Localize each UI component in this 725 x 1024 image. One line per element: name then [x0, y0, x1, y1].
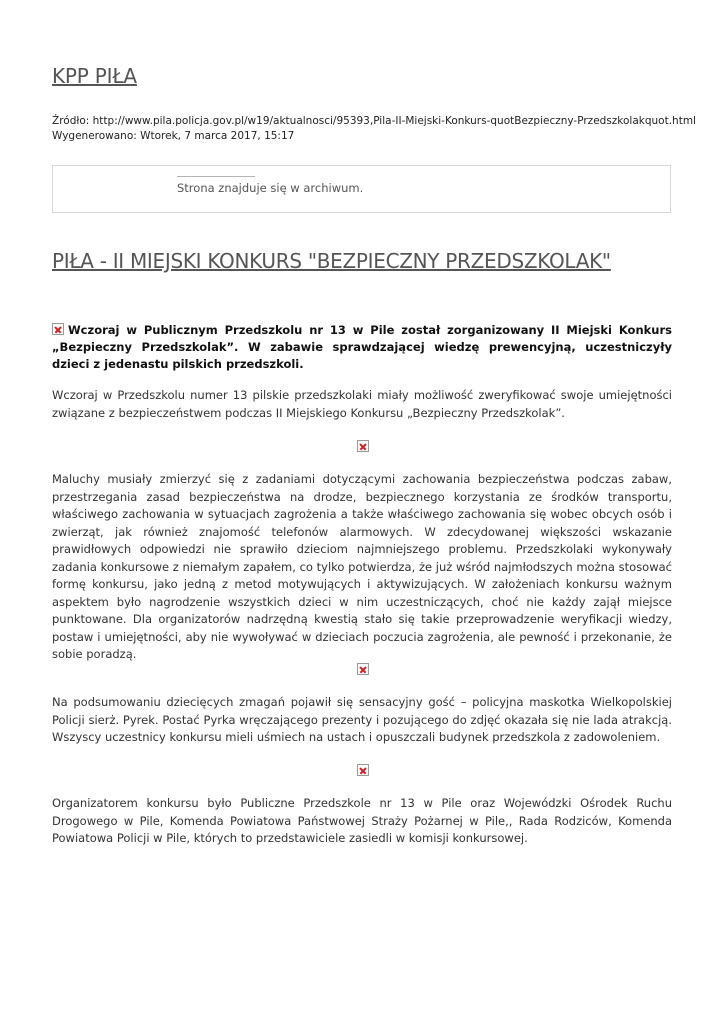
broken-image-icon	[357, 764, 369, 776]
paragraph-2: Maluchy musiały zmierzyć się z zadaniami dotyczącymi zachowania bezpieczeństwa podczas zabaw, przestrzegania zasad bezpieczeństwa na drodze, bezpiecznego korzystania ze środków transportu, właściwego zachowania w sytuacjach zagrożenia a także właściwego zachowania się wobec obcych osób i zwierząt, jak również znajomość telefonów alarmowych. W zdecydowanej większości wskazanie prawidłowych odpowiedzi nie sprawiło dzieciom najmniejszego problemu. Przedszkolaki wykonywały zadania konkursowe z niemałym zapałem, co tylko potwierdza, że już wśród najmłodszych można stosować formę konkursu, jako jedną z metod motywujących i aktywizujących. W założeniach konkursu ważnym aspektem było nagrodzenie wszystkich dzieci w nim uczestniczących, choć nie każdy zajął miejsce punktowane. Dla organizatorów nadrzędną kwestią stało się takie przeprowadzenie weryfikacji wiedzy, postaw i umiejętności, aby nie wywoływać w dzieciach poczucia zagrożenia, ale pewność i przekonanie, że sobie poradzą.	[52, 472, 672, 661]
broken-image-icon	[52, 323, 64, 335]
article-lead	[52, 322, 672, 373]
archive-divider	[177, 176, 255, 177]
paragraph-1: Wczoraj w Przedszkolu numer 13 pilskie przedszkolaki miały możliwość zweryfikować swoje umiejętności związane z bezpieczeństwem podczas II Miejskiego Konkursu „Bezpieczny Przedszkolak”.	[52, 388, 672, 420]
site-title[interactable]: KPP PIŁA	[52, 64, 137, 88]
archive-notice-box	[52, 165, 671, 213]
meta-info	[52, 114, 696, 144]
paragraph-4: Organizatorem konkursu było Publiczne Przedszkole nr 13 w Pile oraz Wojewódzki Ośrodek Ruchu Drogowego w Pile, Komenda Powiatowa Państwowej Straży Pożarnej w Pile,, Rada Rodziców, Komenda Powiatowa Policji w Pile, których to przedstawiciele zasiedli w komisji konkursowej.	[52, 796, 672, 845]
paragraph-3: Na podsumowaniu dziecięcych zmagań pojawił się sensacyjny gość – policyjna maskotka Wielkopolskiej Policji sierż. Pyrek. Postać Pyrka wręczającego prezenty i pozującego do zdjęć okazała się nie lada atrakcją. Wszyscy uczestnicy konkursu mieli uśmiech na ustach i opuszczali budynek przedszkola z zadowoleniem.	[52, 695, 672, 744]
broken-image-icon	[357, 440, 369, 452]
source-line: Źródło: http://www.pila.policja.gov.pl/w19/aktualnosci/95393,Pila-II-Miejski-Konkurs-quotBezpieczny-Przedszkolakquot.html	[52, 115, 696, 127]
archive-notice-text: Strona znajduje się w archiwum.	[177, 181, 364, 195]
broken-image-icon	[357, 663, 369, 675]
article-title[interactable]: PIŁA - II MIEJSKI KONKURS "BEZPIECZNY PRZEDSZKOLAK"	[52, 249, 611, 273]
lead-text: Wczoraj w Publicznym Przedszkolu nr 13 w Pile został zorganizowany II Miejski Konkurs „Bezpieczny Przedszkolak”. W zabawie sprawdzającej wiedzę prewencyjną, uczestniczyły dzieci z jedenastu pilskich przedszkoli.	[52, 323, 672, 371]
generated-line: Wygenerowano: Wtorek, 7 marca 2017, 15:17	[52, 130, 295, 142]
